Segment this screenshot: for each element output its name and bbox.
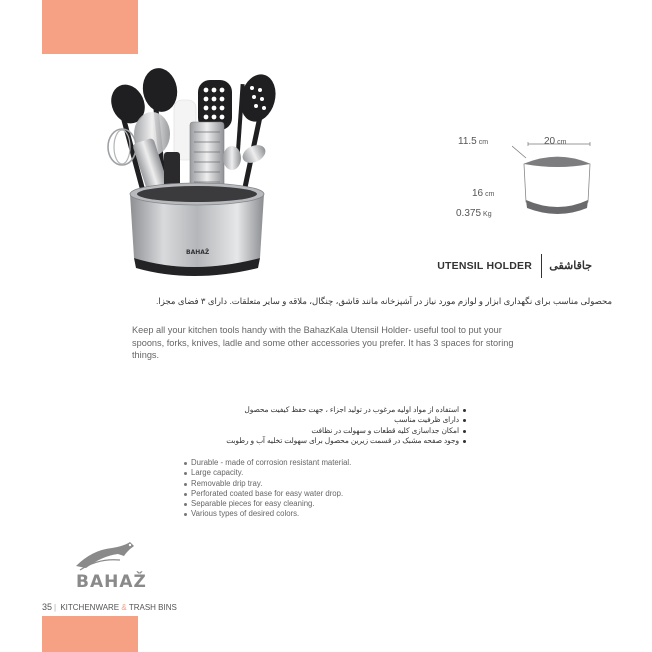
- feature-en-item: Separable pieces for easy cleaning.: [184, 499, 444, 509]
- description-fa: محصولی مناسب برای نگهداری ابزار و لوازم مورد نیاز در آشپزخانه مانند قاشق، چنگال، ملاقه و سایر متعلقات. دارای ۳ فضای مجزا.: [156, 296, 612, 306]
- holder-schematic: [512, 142, 594, 224]
- height-label: 16 cm: [472, 188, 495, 199]
- feature-fa-item: امکان جداسازی کلیه قطعات و سهولت در نظافت: [176, 426, 466, 436]
- footer-category-1: KITCHENWARE: [60, 603, 120, 612]
- feature-en-item: Various types of desired colors.: [184, 509, 444, 519]
- dimension-diagram: [450, 128, 610, 228]
- feature-en-item: Perforated coated base for easy water drop.: [184, 489, 444, 499]
- accent-bar-top: [42, 0, 138, 54]
- product-brand-mark: BAHAŽ: [186, 249, 210, 256]
- footer-category-2: TRASH BINS: [128, 603, 177, 612]
- feature-fa-item: وجود صفحه مشبک در قسمت زیرین محصول برای سهولت تخلیه آب و رطوبت: [176, 436, 466, 446]
- feature-en-item: Removable drip tray.: [184, 479, 444, 489]
- page-footer: [42, 602, 177, 612]
- footer-ampersand: &: [121, 603, 127, 612]
- feature-fa-item: استفاده از مواد اولیه مرغوب در تولید اجزاء ، جهت حفظ کیفیت محصول: [176, 405, 466, 415]
- footer-separator: |: [54, 603, 57, 612]
- description-en: Keep all your kitchen tools handy with the BahazKala Utensil Holder- useful tool to put your spoons, forks, knives, ladle and some other accessories you prefer. It has 3 spaces for storing things.: [132, 325, 514, 360]
- holder-body: [130, 183, 264, 276]
- feature-fa-item: دارای ظرفیت مناسب: [176, 415, 466, 425]
- features-list-fa: [176, 405, 466, 446]
- page-number: 35: [42, 602, 53, 612]
- feature-en-item: Large capacity.: [184, 468, 444, 478]
- product-photo: [100, 62, 282, 284]
- title-divider: [541, 254, 543, 278]
- product-title-en: UTENSIL HOLDER: [437, 260, 532, 272]
- product-title-fa: جاقاشقی: [549, 260, 592, 272]
- features-list-en: [184, 458, 444, 520]
- width-label: 20 cm: [544, 136, 567, 147]
- depth-label: 11.5 cm: [458, 136, 489, 147]
- product-title-row: [400, 252, 600, 280]
- brand-name: BAHAŽ: [76, 572, 147, 592]
- feature-en-item: Durable - made of corrosion resistant material.: [184, 458, 444, 468]
- weight-label: 0.375 Kg: [456, 208, 492, 219]
- accent-bar-bottom: [42, 616, 138, 652]
